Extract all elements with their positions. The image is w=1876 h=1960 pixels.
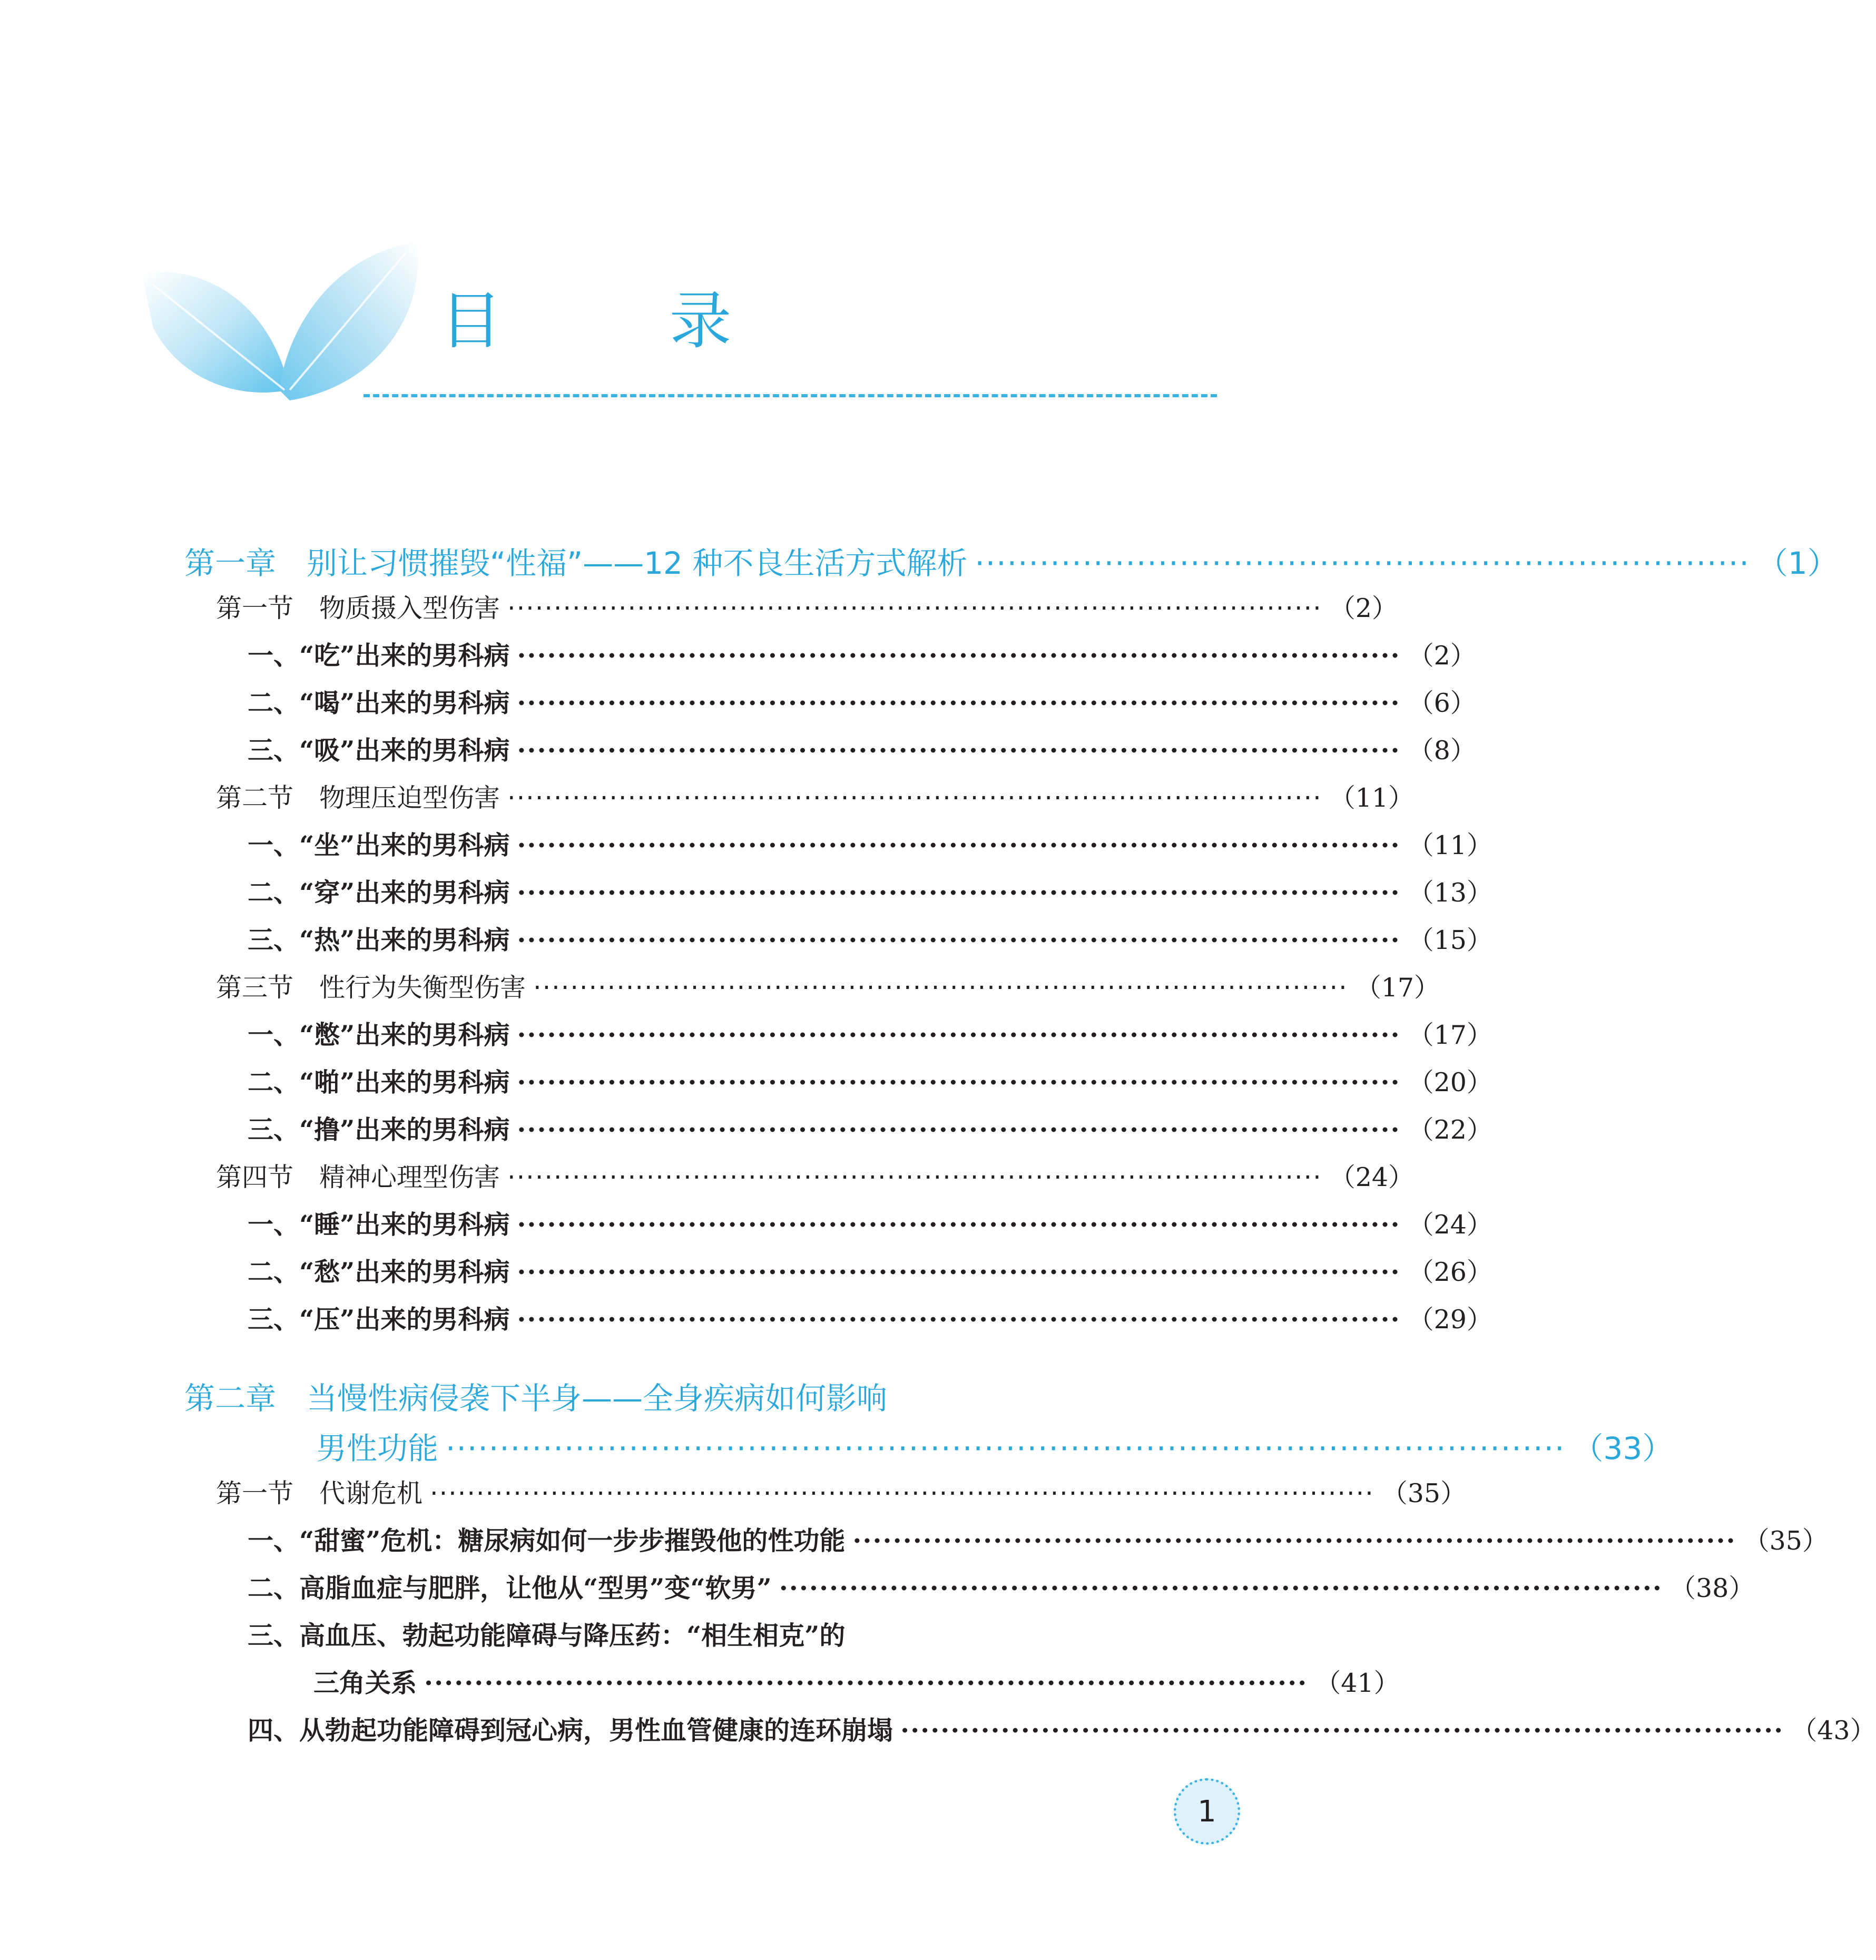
toc-item[interactable]: 一、“甜蜜”危机：糖尿病如何一步步摧毁他的性功能 ························································································ （35） [248, 1525, 1828, 1556]
toc-item[interactable]: 一、“睡”出来的男科病 ························································································ （24） [248, 1209, 1492, 1240]
toc-item[interactable]: 二、“穿”出来的男科病 ························································································ （13） [248, 877, 1492, 908]
page-ref: （1） [1757, 545, 1838, 581]
leader-dots: ························································································ [517, 1020, 1401, 1050]
toc-item[interactable]: 一、“憋”出来的男科病 ························································································ （17） [248, 1020, 1492, 1050]
toc-section[interactable]: 第二节 物理压迫型伤害 ························································································ （11） [216, 783, 1415, 813]
leader-dots: ························································································ [517, 925, 1401, 955]
toc-section[interactable]: 第三节 性行为失衡型伤害 ························································································ （17） [216, 973, 1440, 1003]
toc-item[interactable]: 三、“压”出来的男科病 ························································································ （29） [248, 1304, 1492, 1335]
toc-item[interactable]: 四、从勃起功能障碍到冠心病，男性血管健康的连环崩塌 ························································································ （43） [248, 1715, 1876, 1746]
toc-item[interactable]: 一、“吃”出来的男科病 ························································································ （2） [248, 640, 1476, 671]
toc-item[interactable]: 三、“热”出来的男科病 ························································································ （15） [248, 925, 1492, 955]
toc-item[interactable]: 三角关系 ························································································ （41） [313, 1668, 1400, 1698]
toc-chapter-2[interactable]: 男性功能 ········································································································ （33） [316, 1430, 1673, 1466]
toc-section[interactable]: 第一节 代谢危机 ······································································································ （35） [216, 1478, 1467, 1508]
leader-dots: ························································································ [424, 1668, 1308, 1698]
page-ref: （33） [1573, 1430, 1673, 1466]
leader-dots: ········································································································ [446, 1430, 1566, 1466]
page-number-badge: 1 [1174, 1778, 1240, 1845]
leader-dots: ········································································ [975, 545, 1750, 581]
leader-dots: ························································································ [517, 1209, 1401, 1240]
toc-item[interactable]: 二、“喝”出来的男科病 ························································································ （6） [248, 688, 1476, 718]
leader-dots: ························································································ [779, 1573, 1663, 1603]
toc-chapter-2-line1[interactable]: 第二章 当慢性病侵袭下半身——全身疾病如何影响 [184, 1380, 888, 1416]
leader-dots: ························································································ [517, 830, 1401, 860]
toc-item[interactable]: 二、“啪”出来的男科病 ························································································ （20） [248, 1067, 1492, 1097]
toc-item[interactable]: 三、“撸”出来的男科病 ························································································ （22） [248, 1114, 1492, 1145]
leader-dots: ························································································ [507, 783, 1322, 813]
leader-dots: ························································································ [533, 973, 1348, 1003]
leader-dots: ························································································ [507, 1162, 1322, 1192]
leader-dots: ························································································ [517, 877, 1401, 908]
toc-item[interactable]: 一、“坐”出来的男科病 ························································································ （11） [248, 830, 1492, 860]
toc-section[interactable]: 第四节 精神心理型伤害 ························································································ （24） [216, 1162, 1415, 1192]
leader-dots: ························································································ [900, 1715, 1784, 1746]
toc-item-line1[interactable]: 三、高血压、勃起功能障碍与降压药：“相生相克”的 [248, 1620, 846, 1651]
leader-dots: ························································································ [517, 735, 1401, 766]
page-title: 目 录 [440, 285, 806, 357]
leader-dots: ························································································ [517, 1114, 1401, 1145]
toc-item[interactable]: 三、“吸”出来的男科病 ························································································ （8） [248, 735, 1476, 766]
leader-dots: ························································································ [517, 1257, 1401, 1287]
leader-dots: ······································································································ [430, 1478, 1374, 1508]
leader-dots: ························································································ [507, 593, 1322, 623]
leader-dots: ························································································ [517, 640, 1401, 671]
toc-item[interactable]: 二、高脂血症与肥胖，让他从“型男”变“软男” ························································································ （38） [248, 1573, 1755, 1603]
leader-dots: ························································································ [517, 1067, 1401, 1097]
toc-chapter-1[interactable]: 第一章 别让习惯摧毁“性福”——12 种不良生活方式解析 ········································································ （1） [184, 545, 1838, 581]
leader-dots: ························································································ [517, 688, 1401, 718]
leader-dots: ························································································ [852, 1525, 1736, 1556]
toc-section[interactable]: 第一节 物质摄入型伤害 ························································································ （2） [216, 593, 1398, 623]
leader-dots: ························································································ [517, 1304, 1401, 1335]
toc-item[interactable]: 二、“愁”出来的男科病 ························································································ （26） [248, 1257, 1492, 1287]
